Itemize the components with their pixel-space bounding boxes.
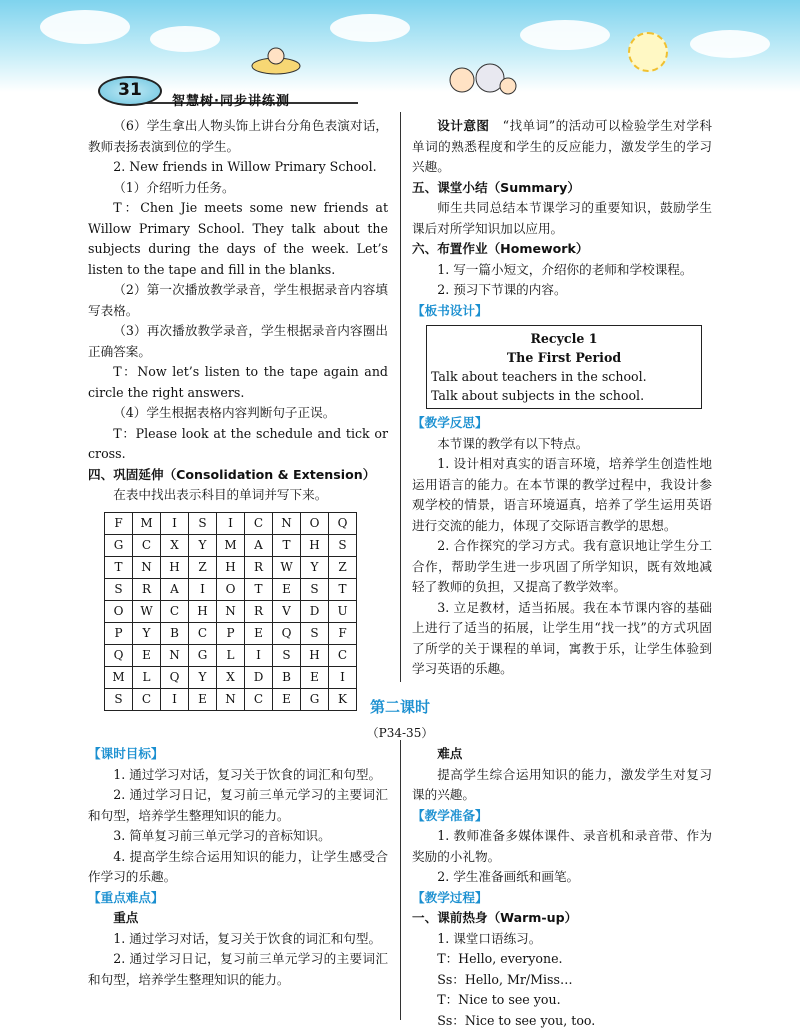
left-column [88, 116, 388, 711]
difficulty-label: 难点 [412, 744, 712, 765]
page-reference: （P34-35） [0, 724, 800, 741]
kid-airplane-illustration [248, 44, 304, 78]
grid-cell: L [217, 644, 245, 666]
grid-cell: C [133, 534, 161, 556]
paragraph: 1. 设计相对真实的语言环境，培养学生创造性地运用语言的能力。在本节课的教学过程中，我设计参观学校的情景，语言环境逼真，培养了学生运用英语进行交流的能力，体现了交际语言教学的思想。 [412, 454, 712, 536]
cloud-decoration [690, 30, 770, 58]
grid-cell: H [301, 534, 329, 556]
grid-cell: C [329, 644, 357, 666]
grid-cell: C [189, 622, 217, 644]
paragraph: 提高学生综合运用知识的能力，激发学生对复习课的兴趣。 [412, 765, 712, 806]
grid-cell: T [273, 534, 301, 556]
grid-cell: I [245, 644, 273, 666]
grid-cell: D [301, 600, 329, 622]
process-tag: 【教学过程】 [412, 888, 712, 909]
grid-cell: Y [189, 534, 217, 556]
page-number-badge: 31 [98, 76, 162, 106]
section-heading: 一、课前热身（Warm-up） [412, 908, 712, 929]
reflection-tag: 【教学反思】 [412, 413, 712, 434]
grid-cell: L [133, 666, 161, 688]
grid-cell: S [105, 578, 133, 600]
grid-cell: N [161, 644, 189, 666]
lesson-title: 第二课时 [0, 696, 800, 717]
grid-cell: O [105, 600, 133, 622]
paragraph: 1. 教师准备多媒体课件、录音机和录音带、作为奖励的小礼物。 [412, 826, 712, 867]
paragraph: 本节课的教学有以下特点。 [412, 434, 712, 455]
paragraph: 2. 通过学习日记，复习前三单元学习的主要词汇和句型，培养学生整理知识的能力。 [88, 785, 388, 826]
grid-row [105, 556, 357, 578]
grid-cell: G [189, 644, 217, 666]
key-points-label: 重点 [88, 908, 388, 929]
grid-cell: B [273, 666, 301, 688]
grid-cell: E [273, 578, 301, 600]
grid-cell: V [273, 600, 301, 622]
grid-cell: S [189, 512, 217, 534]
grid-cell: S [105, 688, 133, 710]
grid-cell: C [161, 600, 189, 622]
section-heading: 六、布置作业（Homework） [412, 239, 712, 260]
grid-cell: K [329, 688, 357, 710]
grid-cell: G [105, 534, 133, 556]
grid-cell: Z [329, 556, 357, 578]
paragraph: 2. 学生准备画纸和画笔。 [412, 867, 712, 888]
grid-cell: G [301, 688, 329, 710]
lesson2-left-column [88, 744, 388, 990]
grid-cell: E [301, 666, 329, 688]
paragraph: 1. 课堂口语练习。 [412, 929, 712, 950]
grid-cell: S [301, 622, 329, 644]
grid-cell: E [245, 622, 273, 644]
paragraph: 2. 合作探究的学习方式。我有意识地让学生分工合作，帮助学生进一步巩固了所学知识，既有效地减轻了教师的负担，又提高了教学效率。 [412, 536, 712, 598]
paragraph: T：Now let’s listen to the tape again and circle the right answers. [88, 362, 388, 403]
section-heading: 四、巩固延伸（Consolidation & Extension） [88, 465, 388, 486]
board-subtitle: The First Period [431, 348, 697, 367]
grid-cell: O [217, 578, 245, 600]
grid-cell: A [245, 534, 273, 556]
grid-cell: D [245, 666, 273, 688]
grid-cell: R [245, 556, 273, 578]
homework-item: 2. 预习下节课的内容。 [412, 280, 712, 301]
grid-row [105, 622, 357, 644]
cloud-decoration [150, 26, 220, 52]
paragraph: 3. 立足教材，适当拓展。我在本节课内容的基础上进行了适当的拓展，让学生用“找一找”的方式巩固了所学的关于课程的单词，寓教于乐，让学生体验到学习英语的乐趣。 [412, 598, 712, 680]
paragraph: （1）介绍听力任务。 [88, 178, 388, 199]
paragraph: 1. 通过学习对话，复习关于饮食的词汇和句型。 [88, 765, 388, 786]
grid-cell: A [161, 578, 189, 600]
grid-cell: H [189, 600, 217, 622]
paragraph: 4. 提高学生综合运用知识的能力，让学生感受合作学习的乐趣。 [88, 847, 388, 888]
grid-row [105, 666, 357, 688]
board-design-tag: 【板书设计】 [412, 301, 712, 322]
grid-cell: E [133, 644, 161, 666]
grid-cell: P [217, 622, 245, 644]
grid-cell: I [161, 688, 189, 710]
grid-cell: X [161, 534, 189, 556]
brand-title: 智慧树·同步讲练测 [172, 90, 290, 109]
grid-cell: C [245, 512, 273, 534]
grid-cell: P [105, 622, 133, 644]
grid-cell: N [217, 688, 245, 710]
paragraph: 师生共同总结本节课学习的重要知识，鼓励学生课后对所学知识加以应用。 [412, 198, 712, 239]
grid-row [105, 534, 357, 556]
grid-cell: M [217, 534, 245, 556]
grid-cell: U [329, 600, 357, 622]
paragraph: 在表中找出表示科目的单词并写下来。 [88, 485, 388, 506]
grid-cell: S [273, 644, 301, 666]
grid-cell: M [105, 666, 133, 688]
grid-cell: E [189, 688, 217, 710]
grid-cell: N [273, 512, 301, 534]
preparation-tag: 【教学准备】 [412, 806, 712, 827]
grid-cell: Q [329, 512, 357, 534]
column-divider [400, 740, 401, 1020]
grid-cell: C [133, 688, 161, 710]
dialogue-line: Ss：Nice to see you, too. [412, 1011, 712, 1031]
paragraph: （2）第一次播放教学录音，学生根据录音内容填写表格。 [88, 280, 388, 321]
grid-cell: S [301, 578, 329, 600]
grid-row [105, 512, 357, 534]
dialogue-line: T：Hello, everyone. [412, 949, 712, 970]
grid-row [105, 644, 357, 666]
paragraph: T：Please look at the schedule and tick or cross. [88, 424, 388, 465]
grid-cell: Y [301, 556, 329, 578]
grid-cell: Y [189, 666, 217, 688]
grid-cell: W [133, 600, 161, 622]
key-points-tag: 【重点难点】 [88, 888, 388, 909]
dialogue-line: T：Nice to see you. [412, 990, 712, 1011]
grid-cell: I [329, 666, 357, 688]
grid-cell: N [133, 556, 161, 578]
paragraph: 2. New friends in Willow Primary School. [88, 157, 388, 178]
paragraph: T：Chen Jie meets some new friends at Willow Primary School. They talk about the subjects during the days of the week. Let’s listen to the tape and fill in the blanks. [88, 198, 388, 280]
grid-cell: I [217, 512, 245, 534]
sun-icon [628, 32, 668, 72]
design-intent-text: “找单词”的活动可以检验学生对学科单词的熟悉程度和学生的反应能力，激发学生的学习兴趣。 [412, 118, 712, 174]
design-intent-label: 设计意图 [437, 118, 489, 133]
grid-cell: T [245, 578, 273, 600]
board-line: Talk about teachers in the school. [431, 367, 697, 386]
grid-cell: Z [189, 556, 217, 578]
grid-cell: B [161, 622, 189, 644]
grid-cell: H [301, 644, 329, 666]
grid-cell: I [161, 512, 189, 534]
grid-cell: O [301, 512, 329, 534]
grid-cell: W [273, 556, 301, 578]
grid-cell: F [105, 512, 133, 534]
grid-cell: N [217, 600, 245, 622]
board-design-box [426, 325, 702, 409]
board-title: Recycle 1 [431, 329, 697, 348]
cloud-decoration [40, 10, 130, 44]
grid-cell: T [329, 578, 357, 600]
goal-tag: 【课时目标】 [88, 744, 388, 765]
paragraph: 3. 简单复习前三单元学习的音标知识。 [88, 826, 388, 847]
right-column [412, 116, 712, 680]
column-divider [400, 112, 401, 682]
grid-cell: E [273, 688, 301, 710]
paragraph: （3）再次播放教学录音，学生根据录音内容圈出正确答案。 [88, 321, 388, 362]
grid-cell: Q [161, 666, 189, 688]
grid-cell: Q [105, 644, 133, 666]
word-search-grid [104, 512, 357, 711]
grid-cell: Y [133, 622, 161, 644]
grid-cell: I [189, 578, 217, 600]
paragraph: 1. 通过学习对话，复习关于饮食的词汇和句型。 [88, 929, 388, 950]
grid-cell: Q [273, 622, 301, 644]
paragraph: （4）学生根据表格内容判断句子正误。 [88, 403, 388, 424]
paragraph: 2. 通过学习日记，复习前三单元学习的主要词汇和句型，培养学生整理知识的能力。 [88, 949, 388, 990]
board-line: Talk about subjects in the school. [431, 386, 697, 405]
grid-cell: F [329, 622, 357, 644]
cloud-decoration [520, 20, 610, 50]
kids-illustration [440, 60, 520, 100]
grid-cell: H [217, 556, 245, 578]
cloud-decoration [330, 14, 410, 42]
grid-row [105, 600, 357, 622]
grid-cell: H [161, 556, 189, 578]
paragraph: （6）学生拿出人物头饰上讲台分角色表演对话，教师表扬表演到位的学生。 [88, 116, 388, 157]
dialogue-line: Ss：Hello, Mr/Miss… [412, 970, 712, 991]
grid-row [105, 578, 357, 600]
grid-cell: C [245, 688, 273, 710]
homework-item: 1. 写一篇小短文，介绍你的老师和学校课程。 [412, 260, 712, 281]
grid-cell: R [133, 578, 161, 600]
grid-cell: M [133, 512, 161, 534]
lesson2-right-column [412, 744, 712, 1031]
grid-cell: T [105, 556, 133, 578]
grid-cell: X [217, 666, 245, 688]
grid-cell: R [245, 600, 273, 622]
section-heading: 五、课堂小结（Summary） [412, 178, 712, 199]
grid-cell: S [329, 534, 357, 556]
